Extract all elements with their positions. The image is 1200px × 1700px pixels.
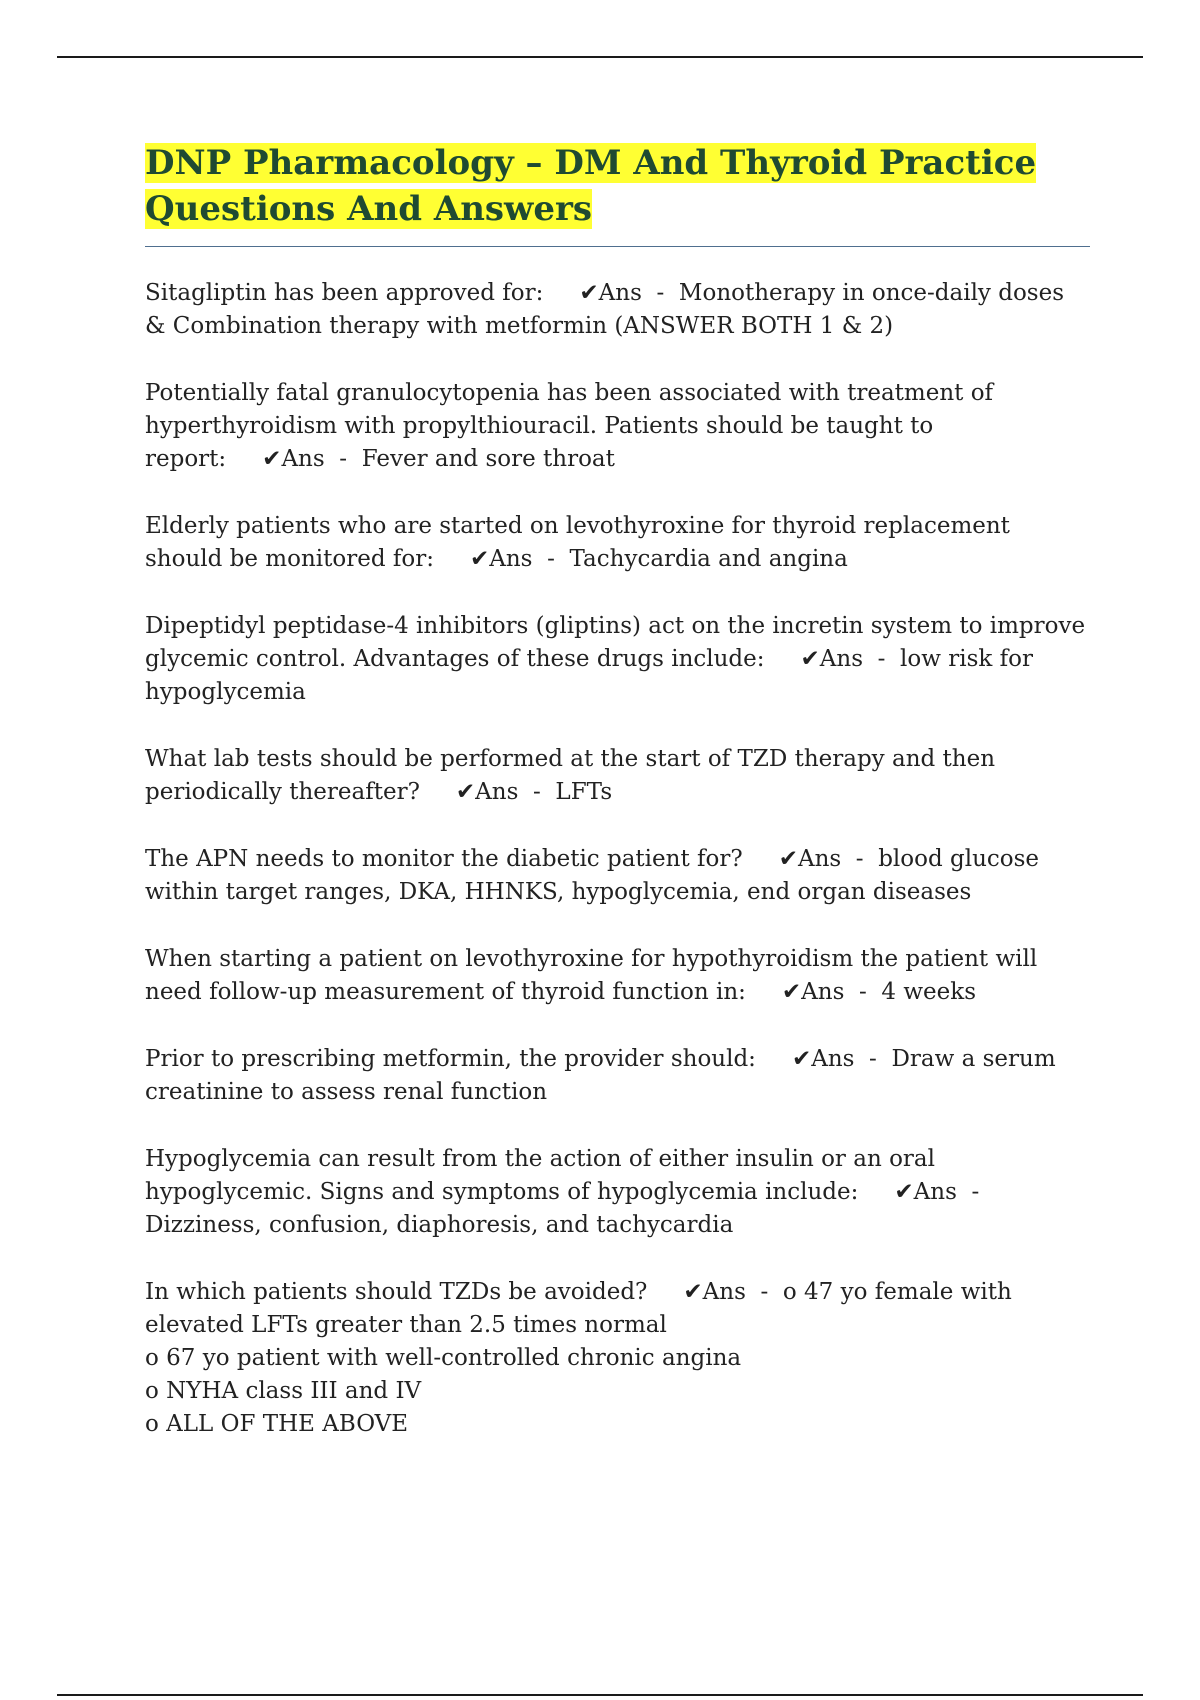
answer-text: Draw a serum creatinine to assess renal function xyxy=(145,1046,1063,1105)
document-title xyxy=(145,140,1090,232)
title-line-2: Questions And Answers xyxy=(145,189,593,229)
answer-text: o 47 yo female with elevated LFTs greater than 2.5 times normal xyxy=(145,1279,1020,1338)
qa-list xyxy=(145,277,1093,1441)
question-text: When starting a patient on levothyroxine for hypothyroidism the patient will need follow-up measurement of thyroid function in: xyxy=(145,946,1045,1005)
question-text: Elderly patients who are started on levothyroxine for thyroid replacement should be monitored for: xyxy=(145,513,1018,572)
answer-text: LFTs xyxy=(555,779,613,805)
qa-item xyxy=(145,1276,1090,1441)
qa-item xyxy=(145,277,1090,343)
answer-marker: ✔Ans - xyxy=(778,846,879,872)
question-text: What lab tests should be performed at the start of TZD therapy and then periodically thereafter? xyxy=(145,746,1003,805)
answer-marker: ✔Ans - xyxy=(800,646,901,672)
title-underline xyxy=(145,246,1090,247)
answer-text: Fever and sore throat xyxy=(361,446,615,472)
answer-text: blood glucose within target ranges, DKA, HHNKS, hypoglycemia, end organ diseases xyxy=(145,846,1047,905)
question-text: The APN needs to monitor the diabetic patient for? xyxy=(145,846,743,872)
answer-text: Tachycardia and angina xyxy=(569,546,848,572)
answer-marker: ✔Ans - xyxy=(455,779,556,805)
answer-text: 4 weeks xyxy=(881,979,977,1005)
title-line-1: DNP Pharmacology – DM And Thyroid Practice xyxy=(145,143,1037,183)
question-text: Sitagliptin has been approved for: xyxy=(145,280,544,306)
answer-marker: ✔Ans - xyxy=(894,1179,994,1205)
answer-text: low risk for hypoglycemia xyxy=(145,646,1041,705)
qa-item xyxy=(145,510,1090,576)
footer-rule xyxy=(57,1694,1143,1696)
answer-text: Dizziness, confusion, diaphoresis, and tachycardia xyxy=(145,1212,734,1238)
qa-item xyxy=(145,843,1090,909)
answer-marker: ✔Ans - xyxy=(683,1279,783,1305)
question-text: In which patients should TZDs be avoided? xyxy=(145,1279,648,1305)
question-text: Prior to prescribing metformin, the provider should: xyxy=(145,1046,756,1072)
qa-item xyxy=(145,1143,1090,1242)
answer-option: o 67 yo patient with well-controlled chronic angina xyxy=(145,1345,742,1371)
qa-item xyxy=(145,743,1090,809)
answer-marker: ✔Ans - xyxy=(579,280,679,306)
answer-text: Monotherapy in once-daily doses & Combination therapy with metformin (ANSWER BOTH 1 & 2) xyxy=(145,280,1072,339)
answer-marker: ✔Ans - xyxy=(262,446,362,472)
answer-option: o NYHA class III and IV xyxy=(145,1378,422,1404)
document-page xyxy=(145,140,1093,1475)
answer-option: o ALL OF THE ABOVE xyxy=(145,1411,409,1437)
qa-item xyxy=(145,943,1090,1009)
qa-item xyxy=(145,377,1090,476)
qa-item xyxy=(145,610,1093,709)
header-rule xyxy=(57,56,1143,58)
question-text: Potentially fatal granulocytopenia has been associated with treatment of hyperthyroidism with propylthiouracil. Patients should be taught to report: xyxy=(145,380,1001,472)
answer-marker: ✔Ans - xyxy=(469,546,570,572)
answer-marker: ✔Ans - xyxy=(781,979,882,1005)
question-text: Hypoglycemia can result from the action of either insulin or an oral hypoglycemic. Signs and symptoms of hypoglycemia include: xyxy=(145,1146,943,1205)
question-text: Dipeptidyl peptidase-4 inhibitors (gliptins) act on the incretin system to improve glycemic control. Advantages of these drugs include: xyxy=(145,613,1093,672)
answer-marker: ✔Ans - xyxy=(791,1046,892,1072)
qa-item xyxy=(145,1043,1090,1109)
